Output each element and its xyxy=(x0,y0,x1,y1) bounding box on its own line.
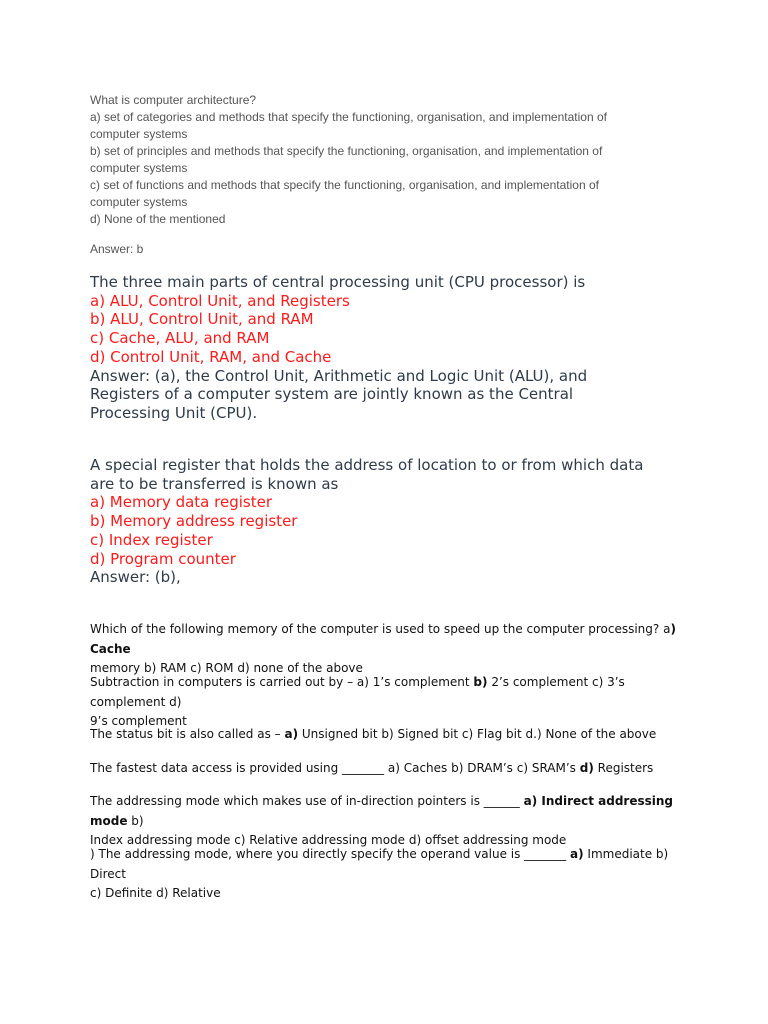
option-b: b) ALU, Control Unit, and RAM xyxy=(90,310,314,329)
question-text: The fastest data access is provided using _______ a) Caches b) DRAM’s c) SRAM’s xyxy=(90,761,580,775)
question-cache-memory xyxy=(90,620,690,679)
question-text: The addressing mode which makes use of in-direction pointers is ______ xyxy=(90,794,524,808)
question-text-line2: c) Definite d) Relative xyxy=(90,886,221,900)
option-c-line1: c) set of functions and methods that specify the functioning, organisation, and implementation of xyxy=(90,178,599,192)
question-text-post: 2’s complement c) 3’s complement d) xyxy=(90,675,625,709)
answer-bold: a) xyxy=(570,847,584,861)
question-subtraction xyxy=(90,673,690,732)
question-cpu-parts xyxy=(90,273,650,423)
question-immediate-addressing xyxy=(90,845,690,904)
question-text: What is computer architecture? xyxy=(90,93,257,107)
answer-text: Answer: (b), xyxy=(90,568,181,587)
option-c-line2: computer systems xyxy=(90,195,188,209)
option-c: c) Cache, ALU, and RAM xyxy=(90,329,270,348)
option-d: d) None of the mentioned xyxy=(90,212,226,226)
option-d: d) Program counter xyxy=(90,549,236,568)
question-text-post: Registers xyxy=(593,761,654,775)
answer-bold: d) xyxy=(579,761,594,775)
option-a-line1: a) set of categories and methods that specify the functioning, organisation, and implementation of xyxy=(90,110,607,124)
question-status-bit xyxy=(90,725,690,745)
question-line1: A special register that holds the address of location to or from which data xyxy=(90,456,644,474)
option-b-line2: computer systems xyxy=(90,161,188,175)
option-c: c) Index register xyxy=(90,530,213,549)
question-text: The three main parts of central processing unit (CPU processor) is xyxy=(90,273,586,291)
option-a: a) Memory data register xyxy=(90,493,272,512)
question-text-post: b) xyxy=(127,813,144,828)
question-text-line2: memory b) RAM c) ROM d) none of the above xyxy=(90,661,363,675)
question-text-post: Unsigned bit b) Signed bit c) Flag bit d.) None of the above xyxy=(298,727,657,741)
answer-line3: Processing Unit (CPU). xyxy=(90,403,258,422)
question-indirect-addressing xyxy=(90,792,690,851)
option-b: b) Memory address register xyxy=(90,512,298,531)
answer-text: Answer: b xyxy=(90,242,144,256)
answer-bold: b) xyxy=(473,675,488,689)
option-d: d) Control Unit, RAM, and Cache xyxy=(90,347,332,366)
question-special-register xyxy=(90,456,650,587)
question-computer-architecture xyxy=(90,92,650,258)
question-text-line2: 9’s complement xyxy=(90,714,187,728)
question-fastest-access xyxy=(90,759,690,779)
answer-bold: ) Cache xyxy=(90,622,676,656)
question-text-post: Immediate b) Direct xyxy=(90,847,669,881)
question-text: ) The addressing mode, where you directly specify the operand value is _______ xyxy=(90,847,570,861)
question-text: The status bit is also called as – xyxy=(90,727,285,741)
answer-line1: Answer: (a), the Control Unit, Arithmetic and Logic Unit (ALU), and xyxy=(90,366,588,385)
question-text: Subtraction in computers is carried out by – a) 1’s complement xyxy=(90,675,474,689)
option-b-line1: b) set of principles and methods that specify the functioning, organisation, and implementation of xyxy=(90,144,603,158)
answer-bold: a) xyxy=(284,727,299,741)
option-a: a) ALU, Control Unit, and Registers xyxy=(90,291,350,310)
question-text-line2: Index addressing mode c) Relative addressing mode d) offset addressing mode xyxy=(90,833,567,847)
option-a-line2: computer systems xyxy=(90,127,188,141)
question-line2: are to be transferred is known as xyxy=(90,474,339,493)
answer-bold: a) Indirect addressing mode xyxy=(90,794,674,828)
question-text: Which of the following memory of the computer is used to speed up the computer processing? a xyxy=(90,622,671,636)
answer-line2: Registers of a computer system are jointly known as the Central xyxy=(90,385,574,404)
